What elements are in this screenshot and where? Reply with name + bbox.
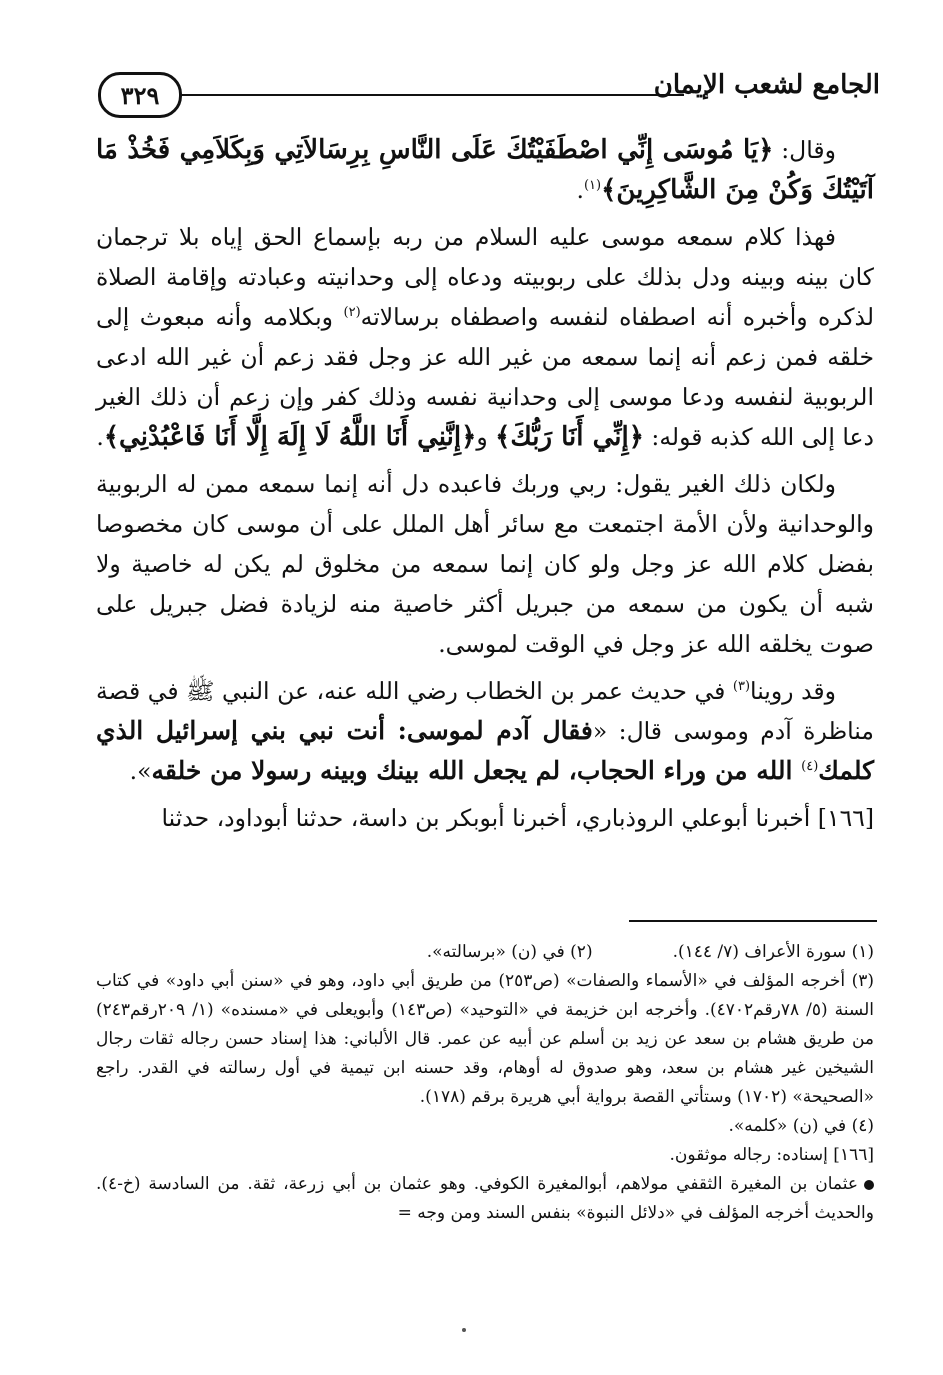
- footnote-4: (٤) في (ن) «كلمه».: [728, 1116, 874, 1136]
- footnote-166: [١٦٦] إسناده: رجاله موثقون.: [669, 1145, 874, 1165]
- paragraph-text: وبكلامه وأنه مبعوث إلى خلقه فمن زعم أنه إنما سمعه من غير الله عز وجل فقد زعم أن غير الله ادعى الربوبية لنفسه ودعا موسى إلى وحدانية نفسه وذلك كفر وإن زعم أن ذلك الغير دعا إلى الله كذبه قوله:: [96, 303, 874, 451]
- footnote-separator: [629, 920, 877, 922]
- hadith-quote: فقال آدم لموسى: أنت نبي بني إسرائيل الذي كلمك: [96, 716, 874, 785]
- footnote-ref-3: (٣): [732, 679, 751, 695]
- paragraph-text: وقد روينا: [750, 677, 836, 705]
- footnote-ref-2: (٢): [343, 305, 361, 321]
- sentence-end: .: [576, 176, 584, 204]
- sentence-end: .: [96, 423, 104, 451]
- paragraph-3: ولكان ذلك الغير يقول: ربي وربك فاعبده دل أنه إنما سمعه ممن له الربوبية والوحدانية ولأن الأمة اجتمعت مع سائر أهل الملل على أن موسى كان مخصوصا بفضل كلام الله عز وجل ولو كان إنما سمعه من مخلوق لم يكن له خاصية ولا شبه أن يكون من سمعه من جبريل أكثر خاصية منه لزيادة فضل جبريل على صوت يخلقه الله عز وجل في الوقت لموسى.: [96, 470, 874, 658]
- main-text: [96, 130, 874, 845]
- footnote-ref-1: (١): [583, 178, 602, 194]
- page-mark: [462, 1328, 466, 1332]
- page-number-badge: [98, 72, 182, 118]
- footnote-ref-4: (٤): [801, 759, 819, 775]
- quran-verse: ﴿إِنَّنِي أَنَا اللَّهُ لَا إِلَهَ إِلَّا أَنَا فَاعْبُدْنِي﴾: [103, 422, 477, 452]
- paragraph-2: [96, 217, 874, 457]
- paragraph-4: [96, 671, 874, 791]
- page-number: ٣٢٩: [120, 80, 160, 110]
- footnote-1: (١) سورة الأعراف (٧/ ١٤٤).: [672, 942, 874, 962]
- running-title: الجامع لشعب الإيمان: [653, 70, 880, 100]
- bullet-icon: [864, 1180, 874, 1190]
- quran-verse: ﴿يَا مُوسَى إِنِّي اصْطَفَيْتُكَ عَلَى النَّاسِ بِرِسَالاَتِي وَبِكَلاَمِي فَخُذْ مَا آتَيْتُكَ وَكُنْ مِنَ الشَّاكِرِينَ﴾: [96, 135, 874, 205]
- intro-text: وقال:: [773, 136, 836, 164]
- paragraph-text: في حديث عمر بن الخطاب رضي الله عنه، عن النبي ﷺ في قصة مناظرة آدم وموسى قال: «: [96, 677, 874, 745]
- header-rule: [180, 94, 684, 96]
- quran-verse: ﴿إِنِّي أَنَا رَبُّكَ﴾: [495, 422, 644, 452]
- hadith-quote: الله من وراء الحجاب، لم يجعل الله بينك وبينه رسولا من خلقه: [151, 756, 802, 785]
- bullet-note-text: عثمان بن المغيرة الثقفي مولاهم، أبوالمغيرة الكوفي. وهو عثمان بن أبي زرعة، ثقة. من السادسة (خ-٤). والحديث أخرجه المؤلف في «دلائل النبوة» بنفس السند ومن وجه =: [96, 1174, 874, 1223]
- footnote-row: [96, 938, 874, 967]
- footnote-3: (٣) أخرجه المؤلف في «الأسماء والصفات» (ص٢٥٣) من طريق أبي داود، وهو في «سنن أبي داود» في كتاب السنة (٥/ ٧٨رقم٤٧٠٢). وأخرجه ابن خزيمة في «التوحيد» (ص١٤٣) وأبويعلى في «مسنده» (١/ ٢٠٩رقم٢٤٣) من طريق هشام بن سعد عن زيد بن أسلم عن أبيه عن عمر. قال الألباني: هذا إسناد حسن رجاله ثقات رجال الشيخين غير هشام بن سعد، وهو صدوق له أوهام، وقد حسنه ابن تيمية في أول رسالته في القدر. راجع «الصحيحة» (١٧٠٢) وستأتي القصة برواية أبي هريرة برقم (١٧٨).: [96, 971, 874, 1107]
- sentence-end: ».: [129, 757, 152, 785]
- paragraph-text: فهذا كلام سمعه موسى عليه السلام من ربه بإسماع الحق إياه بلا ترجمان كان بينه وبينه ودل بذلك على ربوبيته ودعاه إلى وحدانيته وعبادته وإقامة الصلاة لذكره وأخبره أنه اصطفاه لنفسه واصطفاه برسالاته: [96, 223, 875, 331]
- footnote-2: (٢) في (ن) «برسالته».: [426, 942, 593, 962]
- page-header: [90, 64, 880, 128]
- bullet-note: [96, 1170, 874, 1228]
- conjunction: و: [476, 423, 496, 451]
- paragraph-5: [١٦٦] أخبرنا أبوعلي الروذباري، أخبرنا أبوبكر بن داسة، حدثنا أبوداود، حدثنا: [161, 804, 874, 832]
- footnotes: [96, 938, 874, 1228]
- paragraph-1: [96, 130, 874, 210]
